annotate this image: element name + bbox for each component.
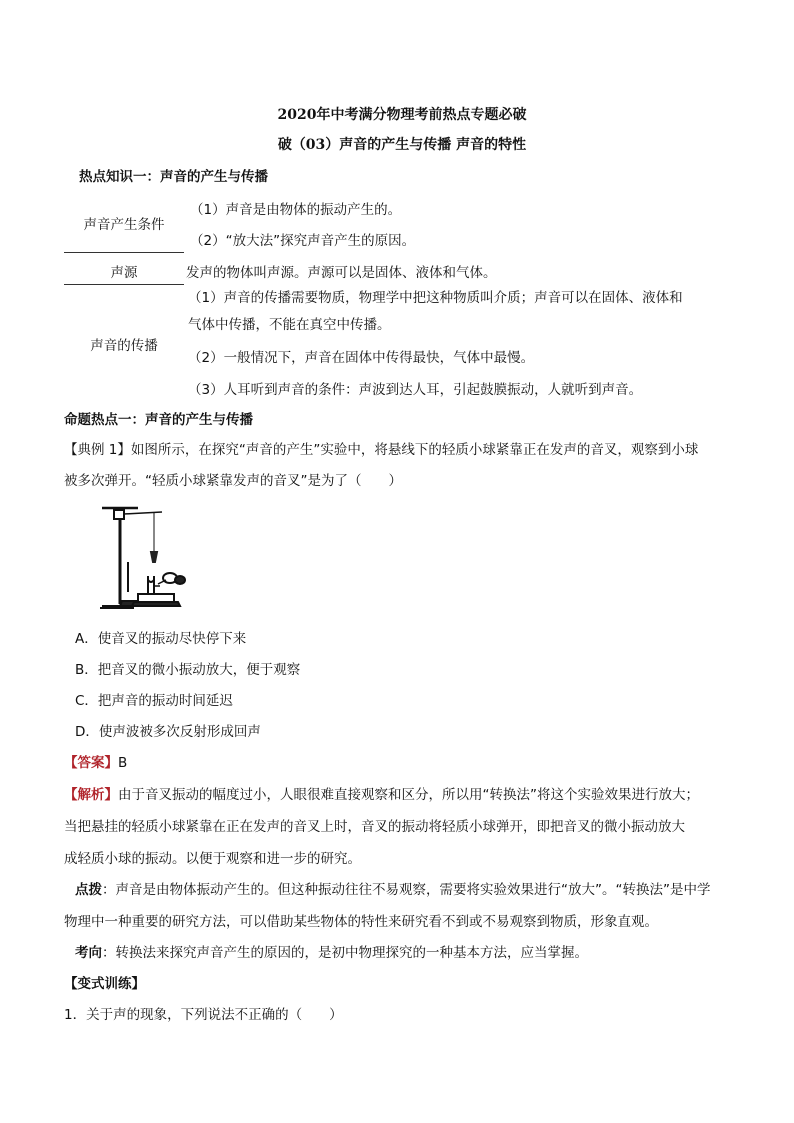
example-question-line1 [64,438,698,458]
option-b: B．把音叉的微小振动放大，便于观察 [75,662,301,678]
table-row-line: （2）一般情况下，声音在固体中传得最快，气体中最慢。 [188,350,535,366]
table-row-label: 声音产生条件 [83,217,165,233]
section-heading: 热点知识一：声音的产生与传播 [79,169,268,185]
tuning-fork-figure [98,502,190,614]
direction-line [75,941,588,961]
direction-text: ：转换法来探究声音产生的原因的，是初中物理探究的一种基本方法，应当掌握。 [102,945,588,961]
tip-line1 [75,878,710,898]
answer-line [64,751,127,771]
table-row-line: （3）人耳听到声音的条件：声波到达人耳，引起鼓膜振动，人就听到声音。 [188,382,643,398]
analysis-line3: 成轻质小球的振动。以便于观察和进一步的研究。 [64,851,361,867]
answer-tag: 【答案】 [64,755,118,771]
table-row-label: 声源 [110,265,138,281]
example-question-line2: 被多次弹开。“轻质小球紧靠发声的音叉”是为了（ ） [64,473,402,489]
hotspot-heading: 命题热点一：声音的产生与传播 [64,412,253,428]
option-d: D．使声波被多次反射形成回声 [75,724,261,740]
table-row-line: （1）声音的传播需要物质，物理学中把这种物质叫介质；声音可以在固体、液体和 [188,290,683,306]
analysis-line2: 当把悬挂的轻质小球紧靠在正在发声的音叉上时，音叉的振动将轻质小球弹开，即把音叉的微小振动放大 [64,819,685,835]
analysis-tag: 【解析】 [64,787,118,803]
table-row-line: （1）声音是由物体的振动产生的。 [190,202,402,218]
analysis-text: 由于音叉振动的幅度过小，人眼很难直接观察和区分，所以用“转换法”将这个实验效果进行放大； [118,787,699,803]
tip-text: ：声音是由物体振动产生的。但这种振动往往不易观察，需要将实验效果进行“放大”。“转换法”是中学 [102,882,711,898]
table-row-line: （2）“放大法”探究声音产生的原因。 [190,233,416,249]
option-c: C．把声音的振动时间延迟 [75,693,233,709]
practice-heading: 【变式训练】 [64,976,145,992]
direction-tag: 考向 [75,945,102,961]
analysis-line1 [64,783,699,803]
page-title: 2020年中考满分物理考前热点专题必破 [277,107,527,123]
table-row-line: 发声的物体叫声源。声源可以是固体、液体和气体。 [186,265,497,281]
table-row-line: 气体中传播，不能在真空中传播。 [188,317,391,333]
table-divider [64,252,184,253]
example-text: 如图所示，在探究“声音的产生”实验中，将悬线下的轻质小球紧靠正在发声的音叉，观察到小球 [130,442,699,458]
table-divider [64,284,184,285]
answer-value: B [118,755,128,771]
table-row-label: 声音的传播 [90,338,158,354]
example-tag: 【典例 1】 [64,442,131,458]
practice-question-1: 1．关于声的现象，下列说法不正确的（ ） [64,1007,343,1023]
option-a: A．使音叉的振动尽快停下来 [75,631,247,647]
tip-line2: 物理中一种重要的研究方法，可以借助某些物体的特性来研究看不到或不易观察到物质，形象直观。 [64,914,658,930]
page-subtitle: 破（03）声音的产生与传播 声音的特性 [277,137,527,153]
tip-tag: 点拨 [75,882,102,898]
